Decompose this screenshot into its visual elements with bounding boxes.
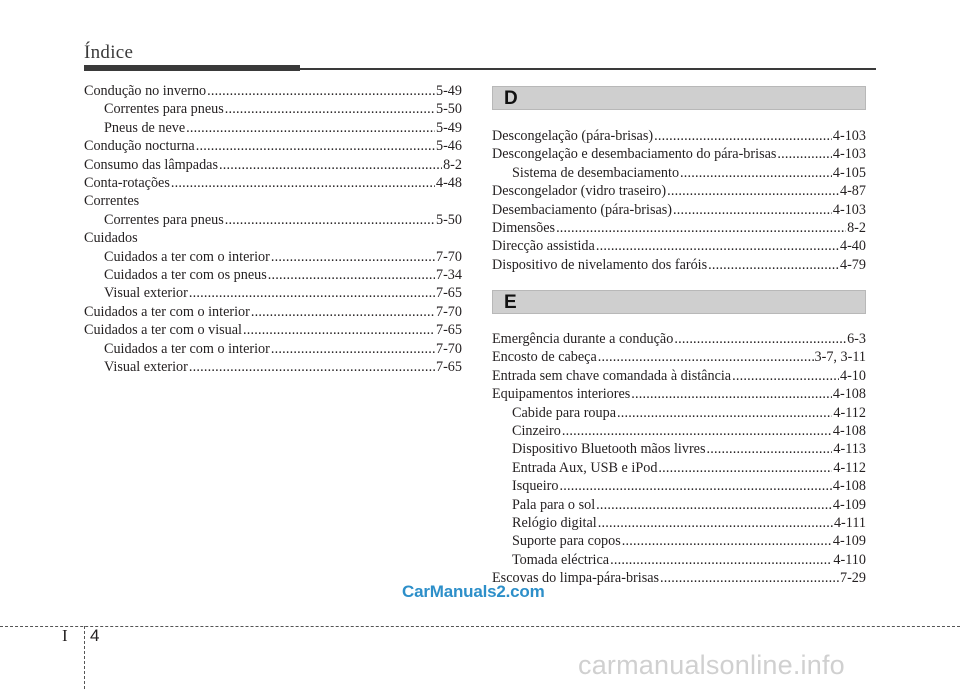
leader-dots: [556, 219, 846, 237]
entry-label: Dimensões: [492, 220, 556, 237]
leader-dots: [243, 321, 435, 339]
footer-section-letter: I: [62, 626, 68, 645]
entry-label: Descongelador (vidro traseiro): [492, 183, 667, 200]
entry-page-ref: 4-48: [435, 175, 462, 192]
index-entry: [84, 192, 462, 210]
index-entry: [492, 514, 866, 532]
entry-page-ref: 7-70: [435, 303, 462, 320]
entry-page-ref: 3-7, 3-11: [814, 349, 866, 366]
leader-dots: [596, 237, 839, 255]
leader-dots: [631, 385, 832, 403]
entry-page-ref: 7-34: [435, 267, 462, 284]
entry-label: Cuidados a ter com o interior: [104, 340, 270, 357]
entry-label: Correntes para pneus: [104, 211, 224, 228]
leader-dots: [560, 477, 832, 495]
index-entry: [492, 145, 866, 163]
entry-page-ref: 4-112: [833, 459, 866, 476]
leader-dots: [207, 82, 435, 100]
entry-label: Dispositivo de nivelamento dos faróis: [492, 256, 708, 273]
entry-label: Tomada eléctrica: [512, 551, 610, 568]
leader-dots: [189, 284, 435, 302]
leader-dots: [622, 532, 832, 550]
entry-page-ref: 7-70: [435, 248, 462, 265]
leader-dots: [189, 358, 435, 376]
entry-label: Cuidados a ter com o interior: [104, 248, 270, 265]
index-entry: [84, 321, 462, 339]
entry-page-ref: 8-2: [847, 220, 866, 237]
entry-label: Sistema de desembaciamento: [512, 164, 680, 181]
entry-page-ref: 8-2: [443, 156, 462, 173]
index-entry: [492, 404, 866, 422]
entry-label: Emergência durante a condução: [492, 331, 674, 347]
entry-page-ref: 7-29: [839, 570, 866, 587]
leader-dots: [777, 145, 831, 163]
index-entry: [492, 237, 866, 255]
entry-label: Cuidados a ter com o visual: [84, 322, 243, 339]
entry-page-ref: 5-50: [435, 211, 462, 228]
section-header-e: [492, 290, 866, 314]
leader-dots: [667, 182, 839, 200]
entry-label: Visual exterior: [104, 285, 188, 302]
index-entry: [84, 174, 462, 192]
index-entry: [492, 330, 866, 348]
entry-label: Encosto de cabeça: [492, 349, 597, 366]
entry-page-ref: 5-49: [435, 83, 462, 99]
entry-label: Cuidados a ter com os pneus: [104, 267, 267, 284]
leader-dots: [598, 348, 814, 366]
footer-rule: [0, 626, 960, 627]
index-entry: [492, 348, 866, 366]
entry-page-ref: 5-49: [435, 119, 462, 136]
entry-page-ref: 4-112: [833, 404, 866, 421]
leader-dots: [658, 459, 832, 477]
index-column-left: [84, 82, 462, 377]
entry-page-ref: 6-3: [847, 331, 866, 347]
entry-page-ref: 7-70: [435, 340, 462, 357]
entry-label: Conta-rotações: [84, 175, 170, 192]
leader-dots: [196, 137, 435, 155]
leader-dots: [708, 256, 839, 274]
leader-dots: [732, 367, 839, 385]
leader-dots: [610, 551, 832, 569]
entry-page-ref: 4-103: [832, 201, 866, 218]
entry-page-ref: 4-105: [832, 164, 866, 181]
leader-dots: [219, 156, 442, 174]
index-entry: [492, 551, 866, 569]
index-column-d: [492, 127, 866, 274]
entry-label: Cuidados: [84, 230, 138, 247]
header-rule: [84, 68, 876, 70]
entry-page-ref: 4-103: [832, 146, 866, 163]
entry-label: Isqueiro: [512, 478, 559, 495]
index-entry: [492, 201, 866, 219]
footer-divider: [84, 626, 85, 689]
index-entry: [492, 256, 866, 274]
entry-label: Desembaciamento (pára-brisas): [492, 201, 673, 218]
section-header-d: [492, 86, 866, 110]
entry-page-ref: 4-108: [832, 423, 866, 440]
entry-label: Pneus de neve: [104, 119, 186, 136]
entry-label: Condução nocturna: [84, 138, 195, 155]
entry-label: Correntes para pneus: [104, 101, 224, 118]
index-entry: [84, 137, 462, 155]
index-entry: [492, 440, 866, 458]
entry-page-ref: 7-65: [435, 322, 462, 339]
page-number: 4: [90, 626, 100, 645]
index-entry: [84, 340, 462, 358]
entry-label: Cuidados a ter com o interior: [84, 303, 250, 320]
section-letter-e: E: [504, 292, 517, 313]
leader-dots: [251, 303, 435, 321]
entry-page-ref: 4-108: [832, 386, 866, 403]
leader-dots: [562, 422, 832, 440]
leader-dots: [171, 174, 435, 192]
leader-dots: [271, 340, 435, 358]
index-entry: [492, 459, 866, 477]
entry-label: Descongelação e desembaciamento do pára-brisas: [492, 146, 777, 163]
entry-page-ref: 7-65: [435, 285, 462, 302]
index-entry: [84, 156, 462, 174]
entry-label: Suporte para copos: [512, 533, 621, 550]
index-entry: [84, 82, 462, 100]
entry-page-ref: 7-65: [435, 359, 462, 376]
index-entry: [492, 182, 866, 200]
entry-page-ref: 4-103: [832, 128, 866, 144]
index-column-e: [492, 330, 866, 588]
watermark-link[interactable]: CarManuals2.com: [402, 582, 545, 601]
entry-label: Correntes: [84, 193, 140, 210]
leader-dots: [596, 496, 832, 514]
entry-page-ref: 4-87: [839, 183, 866, 200]
entry-page-ref: 5-46: [435, 138, 462, 155]
entry-label: Entrada sem chave comandada à distância: [492, 367, 732, 384]
index-entry: [84, 229, 462, 247]
leader-dots: [707, 440, 833, 458]
leader-dots: [225, 211, 435, 229]
leader-dots: [225, 100, 435, 118]
entry-label: Escovas do limpa-pára-brisas: [492, 570, 660, 587]
entry-label: Relógio digital: [512, 515, 597, 532]
leader-dots: [617, 404, 832, 422]
entry-page-ref: 4-110: [833, 551, 866, 568]
entry-page-ref: 4-109: [832, 533, 866, 550]
entry-label: Cabide para roupa: [512, 404, 616, 421]
index-entry: [492, 532, 866, 550]
leader-dots: [660, 569, 839, 587]
entry-label: Entrada Aux, USB e iPod: [512, 459, 658, 476]
entry-label: Direcção assistida: [492, 238, 595, 255]
leader-dots: [654, 127, 832, 145]
page-title: Índice: [84, 42, 134, 63]
index-entry: [492, 496, 866, 514]
entry-page-ref: 4-113: [833, 441, 866, 458]
index-entry: [84, 100, 462, 118]
entry-label: Condução no inverno: [84, 83, 207, 99]
entry-label: Cinzeiro: [512, 423, 561, 440]
index-entry: [84, 358, 462, 376]
index-entry: [84, 303, 462, 321]
leader-dots: [680, 164, 832, 182]
index-entry: [492, 164, 866, 182]
index-entry: [492, 127, 866, 145]
entry-label: Equipamentos interiores: [492, 386, 631, 403]
index-entry: [84, 248, 462, 266]
index-entry: [492, 569, 866, 587]
index-entry: [492, 367, 866, 385]
entry-label: Visual exterior: [104, 359, 188, 376]
index-entry: [492, 385, 866, 403]
index-entry: [492, 422, 866, 440]
entry-page-ref: 4-79: [839, 256, 866, 273]
entry-label: Dispositivo Bluetooth mãos livres: [512, 441, 706, 458]
leader-dots: [674, 330, 846, 348]
leader-dots: [673, 201, 832, 219]
index-entry: [84, 211, 462, 229]
index-entry: [492, 219, 866, 237]
index-entry: [492, 477, 866, 495]
entry-page-ref: 4-10: [839, 367, 866, 384]
leader-dots: [598, 514, 833, 532]
index-entry: [84, 266, 462, 284]
entry-page-ref: 5-50: [435, 101, 462, 118]
leader-dots: [268, 266, 435, 284]
entry-label: Consumo das lâmpadas: [84, 156, 218, 173]
entry-page-ref: 4-111: [833, 515, 866, 532]
site-watermark: carmanualsonline.info: [578, 650, 845, 680]
entry-label: Pala para o sol: [512, 496, 596, 513]
leader-dots: [271, 248, 435, 266]
leader-dots: [186, 119, 435, 137]
entry-label: Descongelação (pára-brisas): [492, 128, 654, 144]
entry-page-ref: 4-109: [832, 496, 866, 513]
index-entry: [84, 119, 462, 137]
index-entry: [84, 284, 462, 302]
entry-page-ref: 4-40: [839, 238, 866, 255]
section-letter-d: D: [504, 88, 518, 109]
entry-page-ref: 4-108: [832, 478, 866, 495]
